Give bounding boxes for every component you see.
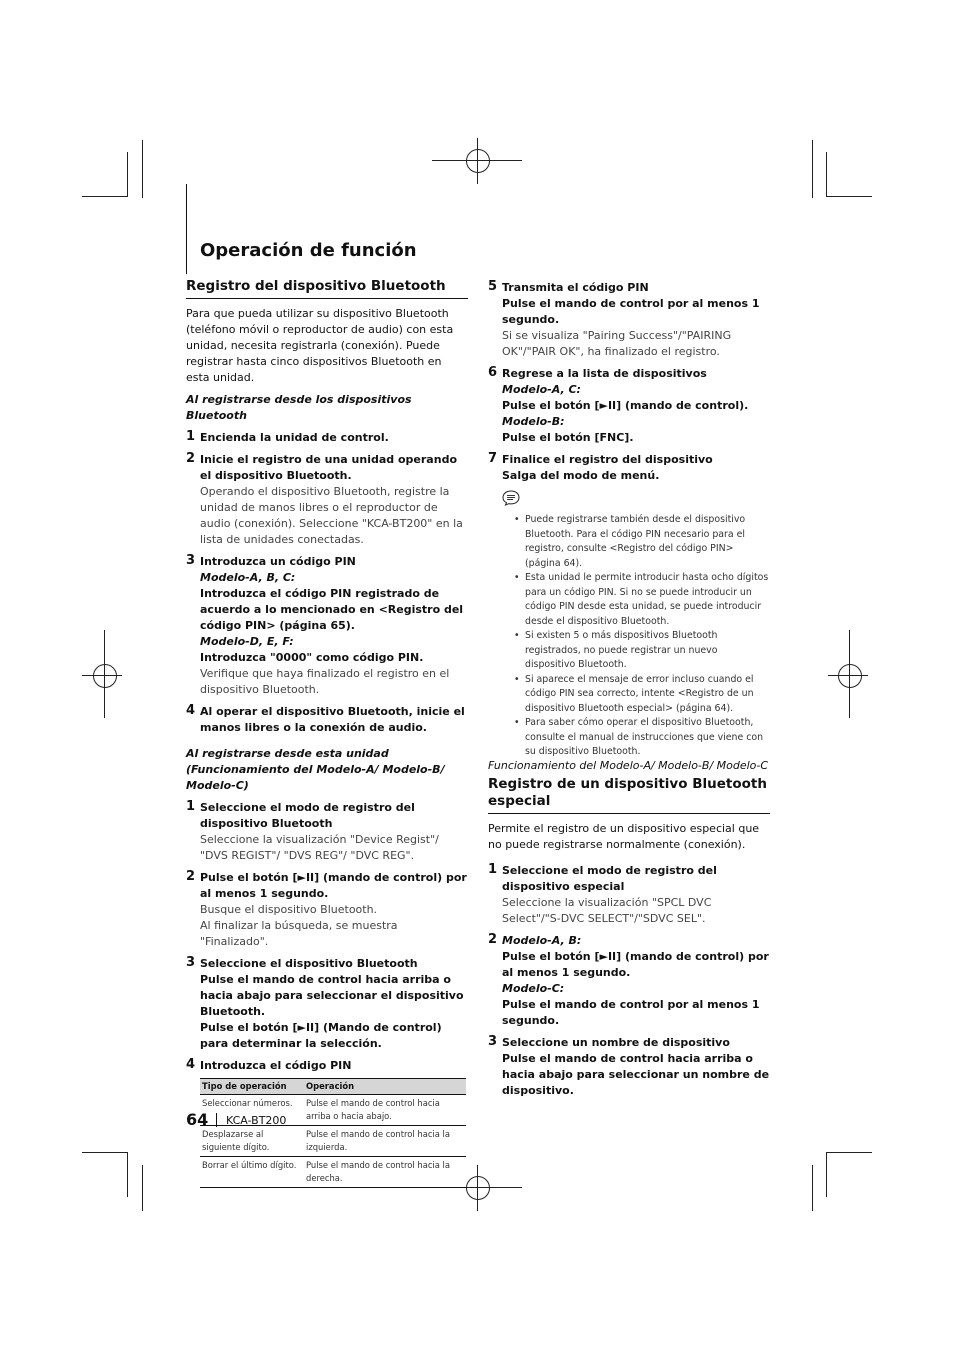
- list-item: • Si existen 5 o más dispositivos Bluetooth registrados, no puede registrar un nuevo dispositivo Bluetooth.: [502, 629, 770, 673]
- step-title: Seleccione el dispositivo Bluetooth: [200, 957, 418, 970]
- step: [488, 1035, 770, 1099]
- step-instruction: Pulse el botón [►II] (mando de control).: [502, 399, 749, 412]
- step-instruction: Pulse el mando de control por al menos 1 segundo.: [502, 998, 760, 1027]
- step-description: Seleccione la visualización "Device Regist"/ "DVS REGIST"/ "DVS REG"/ "DVC REG".: [200, 833, 439, 862]
- step-instruction: Pulse el mando de control hacia arriba o hacia abajo para seleccionar un nombre de dispositivo.: [502, 1052, 770, 1097]
- title-bar: [186, 184, 187, 274]
- model-note: Funcionamiento del Modelo-A/ Modelo-B/ Modelo-C: [488, 759, 769, 772]
- table-cell: Pulse el mando de control hacia la izquierda.: [304, 1126, 466, 1157]
- step-number: 6: [488, 365, 498, 380]
- step: [488, 280, 770, 360]
- left-column: [186, 278, 468, 1194]
- step: [488, 366, 770, 446]
- step-title: Transmita el código PIN: [502, 281, 649, 294]
- step-description: Si se visualiza "Pairing Success"/"PAIRING OK"/"PAIR OK", ha finalizado el registro.: [502, 329, 732, 358]
- list-item: • Puede registrarse también desde el dispositivo Bluetooth. Para el código PIN necesario para el registro, consulte <Registro del código PIN> (página 64).: [502, 513, 770, 571]
- step-number: 1: [186, 799, 196, 814]
- model-label: Modelo-B:: [502, 415, 565, 428]
- note-block: [488, 490, 770, 760]
- step-number: 5: [488, 279, 498, 294]
- table-row: [200, 1157, 466, 1188]
- step-number: 2: [186, 451, 196, 466]
- table-cell: Desplazarse al siguiente dígito.: [200, 1126, 304, 1157]
- step-instruction: Pulse el botón [►II] (mando de control) por al menos 1 segundo.: [502, 950, 769, 979]
- model-name: KCA-BT200: [226, 1114, 287, 1127]
- step-title: Encienda la unidad de control.: [200, 431, 389, 444]
- list-item: • Esta unidad le permite introducir hasta ocho dígitos para un código PIN. Si no se puede introducir un código PIN desde esta unidad, se puede introducir desde el dispositivo Bluetooth.: [502, 571, 770, 629]
- step-description: Al finalizar la búsqueda, se muestra "Finalizado".: [200, 919, 398, 948]
- step-number: 4: [186, 703, 196, 718]
- step-number: 3: [186, 955, 196, 970]
- table-cell: Pulse el mando de control hacia la derecha.: [304, 1157, 466, 1188]
- step-title: Pulse el botón [►II] (mando de control) por al menos 1 segundo.: [200, 871, 467, 900]
- model-label: Modelo-D, E, F:: [200, 635, 294, 648]
- table-header: Tipo de operación: [200, 1079, 304, 1095]
- section-title: Registro del dispositivo Bluetooth: [186, 278, 468, 299]
- step-number: 2: [488, 932, 498, 947]
- step: [186, 956, 468, 1052]
- step-title: Seleccione el modo de registro del dispositivo especial: [502, 864, 717, 893]
- step-instruction: Pulse el mando de control hacia arriba o hacia abajo para seleccionar el dispositivo Bluetooth.: [200, 973, 464, 1018]
- right-column: [488, 280, 770, 760]
- intro-paragraph: Para que pueda utilizar su dispositivo Bluetooth (teléfono móvil o reproductor de audio) con esta unidad, necesita registrarla (conexión). Puede registrar hasta cinco dispositivos Bluetooth en esta unidad.: [186, 307, 454, 384]
- step-number: 3: [186, 553, 196, 568]
- model-label: Modelo-C:: [502, 982, 565, 995]
- table-header-row: [200, 1079, 466, 1095]
- step-title: Introduzca el código PIN: [200, 1059, 352, 1072]
- step-title: Introduzca un código PIN: [200, 555, 356, 568]
- step-description: Seleccione la visualización "SPCL DVC Select"/"S-DVC SELECT"/"SDVC SEL".: [502, 896, 712, 925]
- step: [186, 554, 468, 698]
- subheading: Al registrarse desde esta unidad (Funcionamiento del Modelo-A/ Modelo-B/ Modelo-C): [186, 747, 445, 792]
- step-number: 2: [186, 869, 196, 884]
- model-label: Modelo-A, B, C:: [200, 571, 296, 584]
- step-instruction: Pulse el botón [►II] (Mando de control) para determinar la selección.: [200, 1021, 442, 1050]
- table-cell: Seleccionar números.: [200, 1095, 304, 1126]
- step-instruction: Salga del modo de menú.: [502, 469, 660, 482]
- table-cell: Borrar el último dígito.: [200, 1157, 304, 1188]
- step-title: Seleccione el modo de registro del dispositivo Bluetooth: [200, 801, 415, 830]
- notes-list: [502, 513, 770, 760]
- step-description: Busque el dispositivo Bluetooth.: [200, 903, 378, 916]
- operation-table: [200, 1078, 466, 1188]
- table-cell: Pulse el mando de control hacia arriba o hacia abajo.: [304, 1095, 466, 1126]
- step: [186, 870, 468, 950]
- step-number: 1: [488, 862, 498, 877]
- step-description: Operando el dispositivo Bluetooth, registre la unidad de manos libres o el reproductor de audio (conexión). Seleccione "KCA-BT200" en la lista de unidades conectadas.: [200, 485, 463, 546]
- table-header: Operación: [304, 1079, 466, 1095]
- page-title: Operación de función: [200, 240, 417, 261]
- model-label: Modelo-A, B:: [502, 934, 582, 947]
- step: [488, 933, 770, 1029]
- intro-paragraph: Permite el registro de un dispositivo especial que no puede registrarse normalmente (conexión).: [488, 822, 760, 851]
- special-device-section: [488, 758, 770, 1105]
- page-number: 64: [186, 1110, 209, 1129]
- step-title: Inicie el registro de una unidad operando el dispositivo Bluetooth.: [200, 453, 457, 482]
- step-title: Seleccione un nombre de dispositivo: [502, 1036, 730, 1049]
- step: [186, 430, 468, 446]
- subheading: Al registrarse desde los dispositivos Bluetooth: [186, 393, 412, 422]
- step: [186, 452, 468, 548]
- step-title: Regrese a la lista de dispositivos: [502, 367, 707, 380]
- list-item: • Si aparece el mensaje de error incluso cuando el código PIN sea correcto, intente <Registro de un dispositivo Bluetooth especial> (página 64).: [502, 673, 770, 717]
- step: [488, 452, 770, 484]
- step-instruction: Introduzca "0000" como código PIN.: [200, 651, 424, 664]
- step-title: Finalice el registro del dispositivo: [502, 453, 713, 466]
- step-number: 4: [186, 1057, 196, 1072]
- table-row: [200, 1126, 466, 1157]
- step-instruction: Introduzca el código PIN registrado de acuerdo a lo mencionado en <Registro del código PIN> (página 65).: [200, 587, 464, 632]
- footer-divider: [216, 1113, 217, 1127]
- step-instruction: Pulse el mando de control por al menos 1 segundo.: [502, 297, 760, 326]
- note-icon: [502, 490, 520, 506]
- step-number: 7: [488, 451, 498, 466]
- step-description: Verifique que haya finalizado el registro en el dispositivo Bluetooth.: [200, 667, 450, 696]
- model-label: Modelo-A, C:: [502, 383, 581, 396]
- section-title: Registro de un dispositivo Bluetooth especial: [488, 776, 770, 814]
- step: [186, 704, 468, 736]
- step-instruction: Pulse el botón [FNC].: [502, 431, 634, 444]
- list-item: • Para saber cómo operar el dispositivo Bluetooth, consulte el manual de instrucciones que viene con su dispositivo Bluetooth.: [502, 716, 770, 760]
- step-number: 3: [488, 1034, 498, 1049]
- step: [186, 800, 468, 864]
- step: [488, 863, 770, 927]
- step-number: 1: [186, 429, 196, 444]
- step-title: Al operar el dispositivo Bluetooth, inicie el manos libres o la conexión de audio.: [200, 705, 465, 734]
